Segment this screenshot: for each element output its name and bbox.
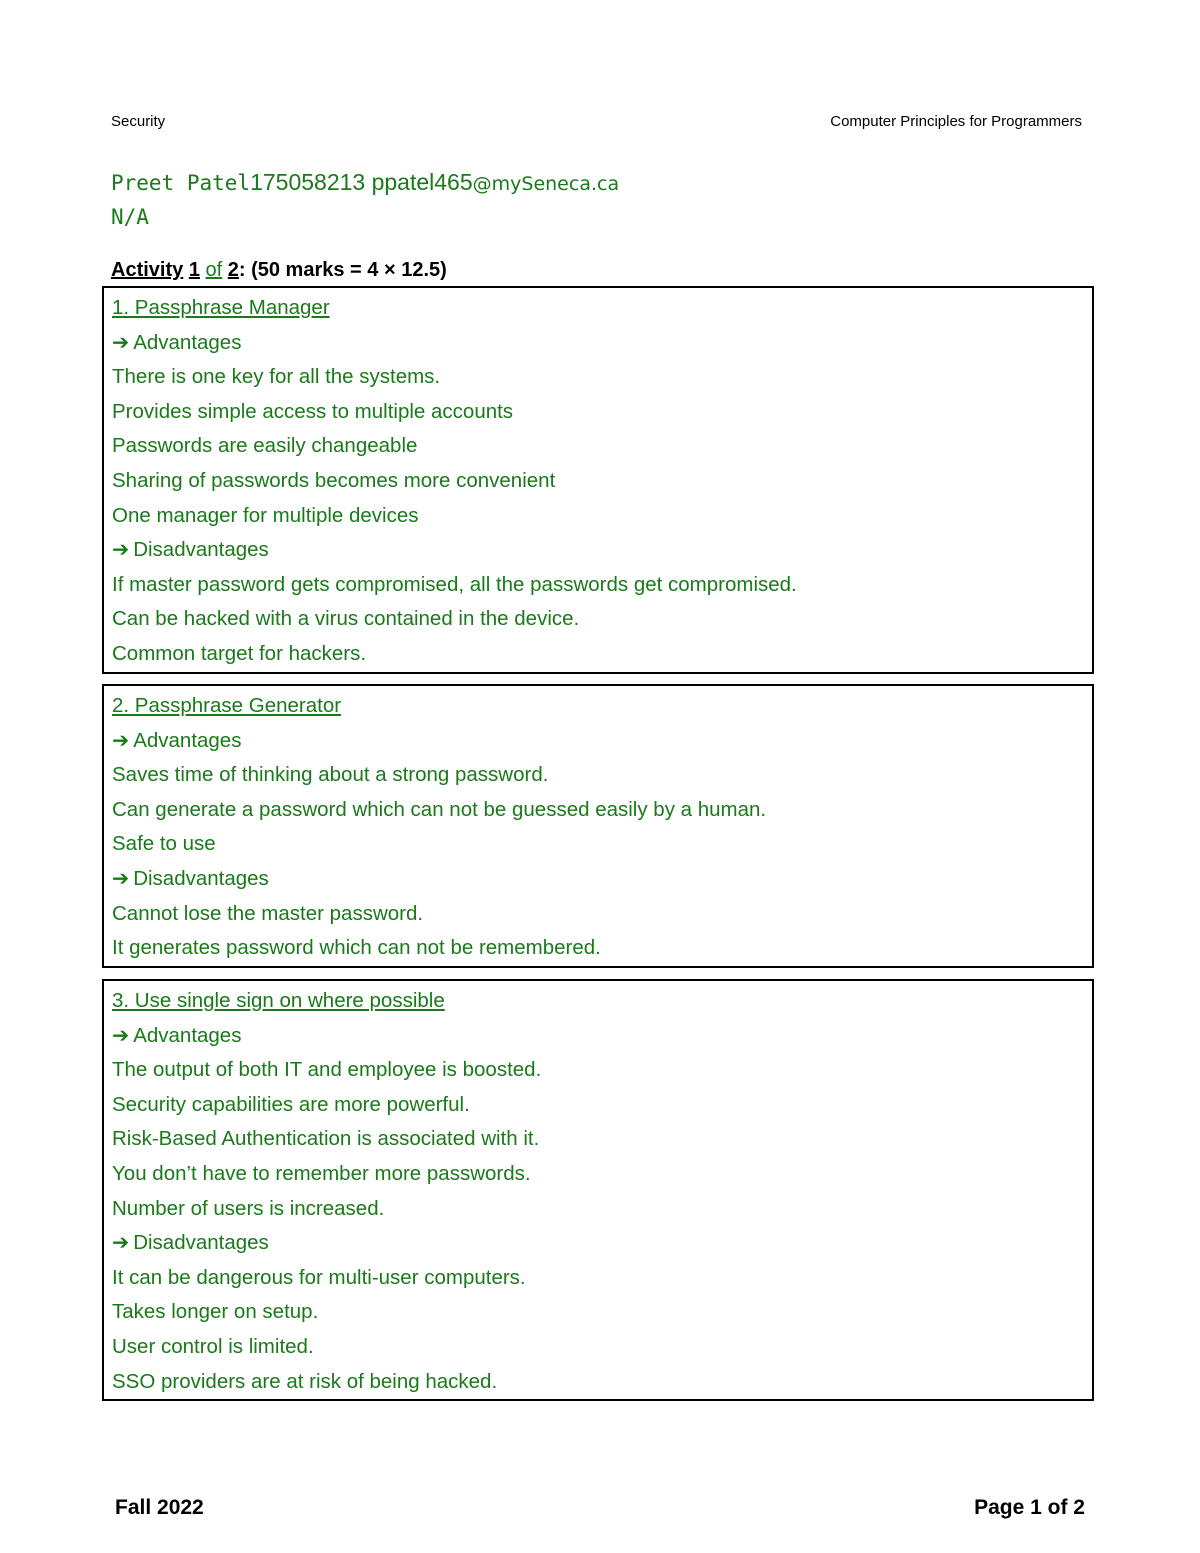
student-line: [111, 166, 619, 201]
arrow-right-icon: ➔: [112, 866, 130, 890]
header-course-topic: Security: [111, 113, 166, 130]
disadvantages-label: Disadvantages: [133, 1231, 269, 1255]
disadvantage-item: Takes longer on setup.: [112, 1300, 319, 1324]
activity-word: Activity: [111, 259, 184, 281]
activity-of: of: [205, 259, 223, 281]
section-title: 1. Passphrase Manager: [112, 296, 330, 319]
advantage-item: Passwords are easily changeable: [112, 434, 418, 458]
student-email-user: ppatel465: [371, 169, 473, 195]
disadvantage-item: It generates password which can not be remembered.: [112, 936, 601, 960]
disadvantage-item: Cannot lose the master password.: [112, 901, 424, 925]
advantage-item: Saves time of thinking about a strong password.: [112, 763, 549, 787]
advantage-item: Sharing of passwords becomes more convenient: [112, 468, 556, 492]
disadvantage-item: It can be dangerous for multi-user computers.: [112, 1265, 526, 1289]
section-box-1: [102, 286, 1094, 674]
activity-number: 1: [188, 259, 200, 281]
student-id: 175058213: [250, 169, 366, 195]
disadvantage-item: SSO providers are at risk of being hacked.: [112, 1369, 498, 1393]
activity-heading: [111, 259, 447, 282]
header-course-name: Computer Principles for Programmers: [830, 113, 1082, 130]
disadvantage-item: Common target for hackers.: [112, 641, 367, 665]
advantages-label: Advantages: [133, 728, 242, 752]
disadvantages-label: Disadvantages: [133, 866, 269, 890]
footer-page-number: Page 1 of 2: [974, 1496, 1085, 1519]
arrow-right-icon: ➔: [112, 538, 130, 562]
student-na: N/A: [111, 205, 149, 229]
arrow-right-icon: ➔: [112, 728, 130, 752]
disadvantage-item: If master password gets compromised, all the passwords get compromised.: [112, 572, 797, 596]
advantage-item: Safe to use: [112, 832, 216, 856]
disadvantages-label: Disadvantages: [133, 538, 269, 562]
disadvantage-item: User control is limited.: [112, 1334, 314, 1358]
student-email-domain: @mySeneca.ca: [472, 173, 620, 195]
advantage-item: Security capabilities are more powerful.: [112, 1092, 470, 1116]
footer-term: Fall 2022: [115, 1496, 204, 1519]
advantage-item: There is one key for all the systems.: [112, 365, 441, 389]
advantage-item: Risk-Based Authentication is associated with it.: [112, 1127, 540, 1151]
arrow-right-icon: ➔: [112, 330, 130, 354]
section-title: 2. Passphrase Generator: [112, 694, 342, 717]
activity-total: 2: [227, 259, 239, 281]
advantage-item: You don’t have to remember more passwords.: [112, 1161, 531, 1185]
advantage-item: The output of both IT and employee is boosted.: [112, 1058, 542, 1082]
disadvantage-item: Can be hacked with a virus contained in the device.: [112, 607, 580, 631]
arrow-right-icon: ➔: [112, 1023, 130, 1047]
activity-marks: : (50 marks = 4 × 12.5): [238, 259, 447, 281]
advantage-item: Provides simple access to multiple accounts: [112, 399, 514, 423]
arrow-right-icon: ➔: [112, 1231, 130, 1255]
student-info: [111, 166, 619, 234]
advantages-label: Advantages: [133, 330, 242, 354]
student-name: Preet Patel: [111, 171, 251, 195]
advantages-label: Advantages: [133, 1023, 242, 1047]
advantage-item: Number of users is increased.: [112, 1196, 385, 1220]
section-box-2: [102, 684, 1094, 968]
advantage-item: One manager for multiple devices: [112, 503, 419, 527]
section-title: 3. Use single sign on where possible: [112, 989, 445, 1012]
section-box-3: [102, 979, 1094, 1401]
advantage-item: Can generate a password which can not be guessed easily by a human.: [112, 797, 767, 821]
